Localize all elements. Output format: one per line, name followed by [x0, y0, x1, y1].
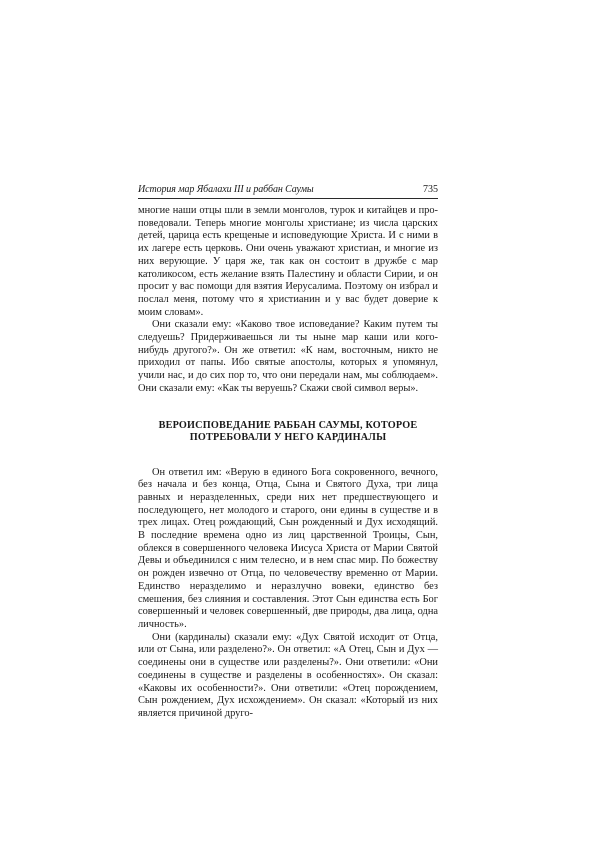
running-head — [138, 183, 438, 199]
paragraph: Он ответил им: «Верую в единого Бога сокровенного, вечного, без начала и без конца, Отца, Сына и Святого Духа, три лица равных и неразделенных, среди них нет предшествующего и последующего, нет молодого и старого, они едины в существе и в трех лицах. Отец рождающий, Сын рожденный и Дух исходящий. В последние времена одно из лиц царственной Троицы, Сын, облекся в совершенного человека Иисуса Христа от Марии Святой Девы и объединился с ним телесно, и в нем спас мир. По божеству он рожден извечно от Отца, по человечеству временно от Марии. Единство неразделимо и неразлучно вовеки, единство без смешения, без слияния и составления. Этот Сын единства есть Бог совершенный и человек совершенный, две природы, два лица, одна личность». — [138, 466, 438, 630]
section-heading — [138, 420, 438, 445]
page-number: 735 — [423, 184, 438, 195]
running-head-title: История мар Ябалахи III и раббан Саумы — [138, 184, 314, 195]
body-text — [138, 205, 438, 721]
paragraph: многие наши отцы шли в земли монголов, турок и китайцев и проповедовали. Теперь многие монголы христиане; из числа царских детей, царица есть крещеные и исповедующие Христа. И с ними в их лагере есть церковь. Они очень уважают христиан, и многие из них верующие. У царя же, так как он состоит в дружбе с мар католикосом, есть желание взять Палестину и области Сирии, и он просит у вас помощи для взятия Иерусалима. Поэтому он избрал и послал меня, потому что я христианин и у вас будет доверие к моим словам». — [138, 205, 438, 318]
section-heading-line: ПОТРЕБОВАЛИ У НЕГО КАРДИНАЛЫ — [189, 432, 387, 444]
paragraph: Они (кардиналы) сказали ему: «Дух Святой исходит от Отца, или от Сына, или разделено?». Он ответил: «А Отец, Сын и Дух — соединены они в существе или разделены?». Они ответили: «Они соединены в существе и разделены в особенностях». Он сказал: «Каковы их особенности?». Они ответили: «Отец порождением, Сын рождением, Дух исхождением». Он сказал: «Который из них является причиной друго- — [138, 631, 438, 719]
paragraph: Они сказали ему: «Каково твое исповедание? Каким путем ты следуешь? Придерживаешься ли ты ныне мар каши или кого-нибудь другого?». Он же ответил: «К нам, восточным, никто не приходил от папы. Ибо святые апостолы, которых я упомянул, учили нас, и до сих пор то, что они передали нам, мы соблюдаем». Они сказали ему: «Как ты веруешь? Скажи свой символ веры». — [138, 319, 438, 394]
section-heading-line: ВЕРОИСПОВЕДАНИЕ РАББАН САУМЫ, КОТОРОЕ — [158, 419, 418, 431]
book-page — [138, 183, 438, 721]
